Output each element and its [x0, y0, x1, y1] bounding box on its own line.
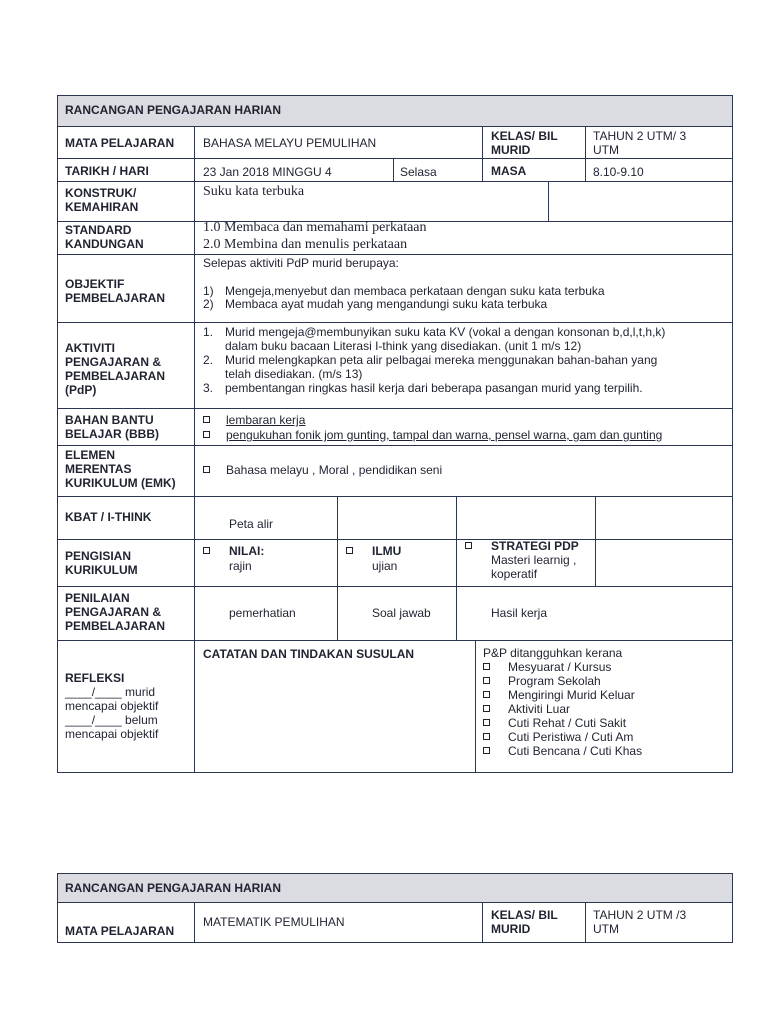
konstruk-value: Suku kata terbuka	[203, 184, 305, 199]
konstruk-label: KONSTRUK/ KEMAHIRAN	[65, 186, 139, 214]
emk-value: Bahasa melayu , Moral , pendidikan seni	[203, 463, 442, 477]
mata-pelajaran-label: MATA PELAJARAN	[65, 136, 175, 150]
aktiviti-item: 3. pembentangan ringkas hasil kerja dari beberapa pasangan murid yang terpilih.	[203, 381, 643, 395]
checkbox-icon	[483, 691, 490, 698]
ditangguhkan-item: Mesyuarat / Kursus	[483, 660, 642, 674]
kelas-value: TAHUN 2 UTM/ 3 UTM	[593, 129, 687, 157]
bbb-item: lembaran kerja	[203, 413, 305, 427]
kelas-value: TAHUN 2 UTM /3 UTM	[593, 908, 687, 936]
strategi-label: STRATEGI PDP	[491, 539, 579, 553]
aktiviti-item: 2. Murid melengkapkan peta alir pelbagai mereka menggunakan bahan-bahan yang telah disediakan. (m/s 13)	[203, 353, 658, 381]
standard-label: STANDARD KANDUNGAN	[65, 223, 144, 251]
ditangguhkan-item: Mengiringi Murid Keluar	[483, 688, 642, 702]
tarikh-label: TARIKH / HARI	[65, 164, 149, 178]
masa-label: MASA	[491, 164, 527, 178]
checkbox-icon	[203, 416, 210, 423]
aktiviti-item: 1. Murid mengeja@membunyikan suku kata KV (vokal a dengan konsonan b,d,l,t,h,k) dalam buku bacaan Literasi I-think yang disediakan. (unit 1 m/s 12)	[203, 325, 666, 353]
mata-pelajaran-value: BAHASA MELAYU PEMULIHAN	[203, 136, 377, 150]
checkbox-icon	[483, 733, 490, 740]
pengisian-label: PENGISIAN KURIKULUM	[65, 549, 138, 577]
strategi-value: Masteri learnig , koperatif	[491, 553, 577, 581]
ditangguhkan-item: Cuti Peristiwa / Cuti Am	[483, 730, 642, 744]
plan-title: RANCANGAN PENGAJARAN HARIAN	[65, 881, 282, 895]
ditangguhkan-label: P&P ditangguhkan kerana	[483, 646, 623, 660]
mata-pelajaran-value: MATEMATIK PEMULIHAN	[203, 915, 345, 929]
kelas-label: KELAS/ BIL MURID	[491, 908, 558, 936]
ditangguhkan-list	[483, 660, 642, 758]
checkbox-icon	[203, 431, 210, 438]
ditangguhkan-item: Cuti Rehat / Cuti Sakit	[483, 716, 642, 730]
nilai-value: rajin	[229, 559, 252, 573]
penilaian-item: Hasil kerja	[491, 606, 548, 620]
penilaian-item: pemerhatian	[229, 606, 296, 620]
nilai-label: NILAI:	[229, 544, 265, 558]
ditangguhkan-item: Program Sekolah	[483, 674, 642, 688]
standard-item: 2.0 Membina dan menulis perkataan	[203, 237, 408, 252]
objektif-intro: Selepas aktiviti PdP murid berupaya:	[203, 256, 399, 270]
lesson-plan-table-1	[57, 95, 733, 773]
ilmu-label: ILMU	[372, 544, 402, 558]
bbb-label: BAHAN BANTU BELAJAR (BBB)	[65, 413, 159, 441]
checkbox-icon	[483, 705, 490, 712]
penilaian-label: PENILAIAN PENGAJARAN & PEMBELAJARAN	[65, 591, 166, 633]
masa-value: 8.10-9.10	[593, 165, 644, 179]
objektif-item: 2) Membaca ayat mudah yang mengandungi suku kata terbuka	[203, 297, 548, 311]
objektif-label: OBJEKTIF PEMBELAJARAN	[65, 277, 166, 305]
refleksi-label: REFLEKSI	[65, 671, 125, 685]
lesson-plan-table-2	[57, 873, 733, 943]
checkbox-icon	[483, 663, 490, 670]
checkbox-icon	[203, 547, 210, 554]
aktiviti-label: AKTIVITI PENGAJARAN & PEMBELAJARAN (PdP)	[65, 341, 166, 397]
catatan-label: CATATAN DAN TINDAKAN SUSULAN	[203, 647, 415, 661]
bbb-item: pengukuhan fonik jom gunting, tampal dan warna, pensel warna, gam dan gunting	[203, 428, 662, 442]
mata-pelajaran-label: MATA PELAJARAN	[65, 924, 175, 938]
ilmu-value: ujian	[372, 559, 398, 573]
kelas-label: KELAS/ BIL MURID	[491, 129, 558, 157]
penilaian-item: Soal jawab	[372, 606, 431, 620]
checkbox-icon	[483, 747, 490, 754]
ditangguhkan-item: Cuti Bencana / Cuti Khas	[483, 744, 642, 758]
tarikh-value: 23 Jan 2018 MINGGU 4	[203, 165, 332, 179]
checkbox-icon	[465, 542, 472, 549]
checkbox-icon	[203, 466, 210, 473]
kbat-value: Peta alir	[229, 517, 274, 531]
standard-item: 1.0 Membaca dan memahami perkataan	[203, 220, 427, 235]
checkbox-icon	[346, 547, 353, 554]
emk-label: ELEMEN MERENTAS KURIKULUM (EMK)	[65, 448, 176, 490]
plan-title: RANCANGAN PENGAJARAN HARIAN	[65, 103, 282, 117]
checkbox-icon	[483, 677, 490, 684]
checkbox-icon	[483, 719, 490, 726]
hari-value: Selasa	[400, 165, 437, 179]
objektif-item: 1) Mengeja,menyebut dan membaca perkataan dengan suku kata terbuka	[203, 284, 605, 298]
ditangguhkan-item: Aktiviti Luar	[483, 702, 642, 716]
refleksi-lines: ____/____ murid mencapai objektif ____/____ belum mencapai objektif	[65, 685, 159, 741]
kbat-label: KBAT / I-THINK	[65, 510, 152, 524]
